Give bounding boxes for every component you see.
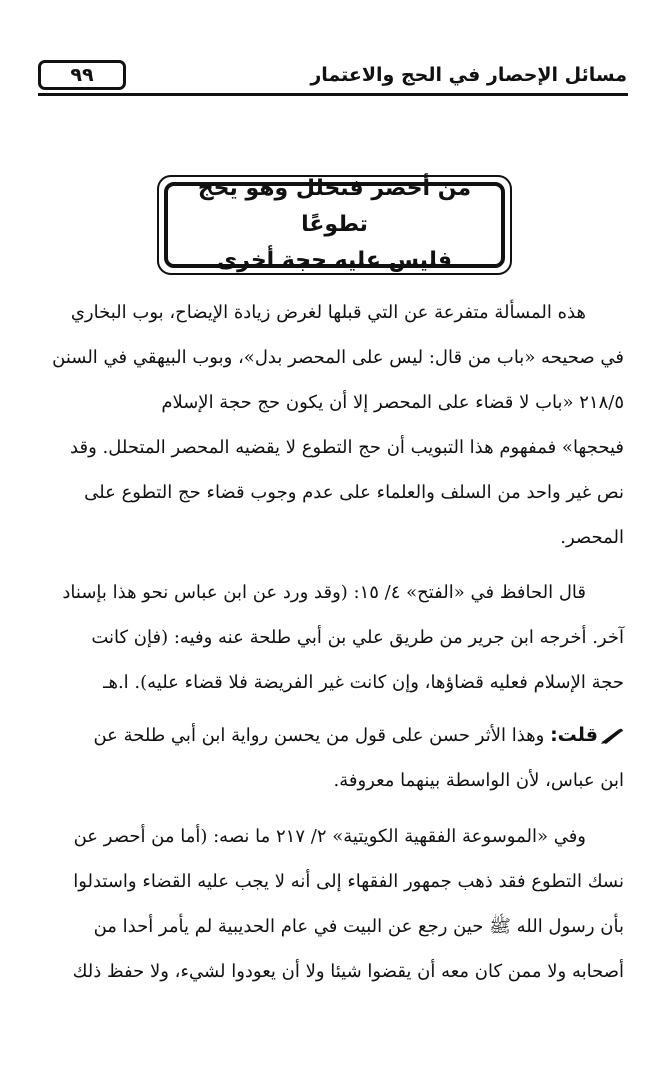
text-line: في صحيحه «باب من قال: ليس على المحصر بدل»، وبوب البيهقي في السنن	[52, 347, 624, 368]
text-line: المحصر.	[560, 527, 624, 548]
qult-label: قلت:	[550, 724, 598, 746]
chapter-title-line-2: فليس عليه حجة أخرى	[216, 248, 453, 273]
header-divider	[38, 93, 628, 96]
pen-icon	[600, 727, 624, 745]
text-line: قال الحافظ في «الفتح» ٤/ ١٥: (وقد ورد عن ابن عباس نحو هذا بإسناد	[62, 582, 586, 603]
paragraph-2	[46, 570, 624, 705]
text-line: أصحابه ولا ممن كان معه أن يقضوا شيئا ولا أن يعودوا لشيء، ولا حفظ ذلك	[72, 961, 624, 982]
paragraph-4	[46, 814, 624, 994]
text-line: نص غير واحد من السلف والعلماء على عدم وجوب قضاء حج التطوع على	[84, 482, 624, 503]
text-line: آخر. أخرجه ابن جرير من طريق علي بن أبي طلحة عنه وفيه: (فإن كانت	[91, 627, 624, 648]
text-line: بأن رسول الله ﷺ حين رجع عن البيت في عام الحديبية لم يأمر أحدا من	[93, 916, 624, 937]
paragraph-3	[46, 713, 624, 803]
text-line: ابن عباس، لأن الواسطة بينهما معروفة.	[333, 770, 624, 791]
text-line: فيحجها» فمفهوم هذا التبويب أن حج التطوع لا يقضيه المحصر المتحلل. وقد	[70, 437, 624, 458]
text-line-with-label	[46, 713, 624, 758]
text-line: نسك التطوع فقد ذهب جمهور الفقهاء إلى أنه لا يجب عليه القضاء واستدلوا	[73, 871, 624, 892]
chapter-title-line-1: من أحصر فتحلل وهو يحج تطوعًا	[197, 176, 472, 237]
chapter-title-box	[157, 175, 512, 275]
paragraph-1	[46, 290, 624, 560]
text-line: وفي «الموسوعة الفقهية الكويتية» ٢/ ٢١٧ ما نصه: (أما من أحصر عن	[73, 826, 586, 847]
text-line: ٢١٨/٥ «باب لا قضاء على المحصر إلا أن يكون حج حجة الإسلام	[161, 392, 624, 413]
page-number: ٩٩	[38, 60, 126, 90]
running-title: مسائل الإحصار في الحج والاعتمار	[310, 64, 627, 86]
text-line: حجة الإسلام فعليه قضاؤها، وإن كانت غير الفريضة فلا قضاء عليه). ا.هـ	[103, 672, 624, 693]
chapter-title	[164, 176, 505, 273]
text-run: وهذا الأثر حسن على قول من يحسن رواية ابن أبي طلحة عن	[93, 725, 545, 746]
text-line: هذه المسألة متفرعة عن التي قبلها لغرض زيادة الإيضاح، بوب البخاري	[70, 302, 586, 323]
